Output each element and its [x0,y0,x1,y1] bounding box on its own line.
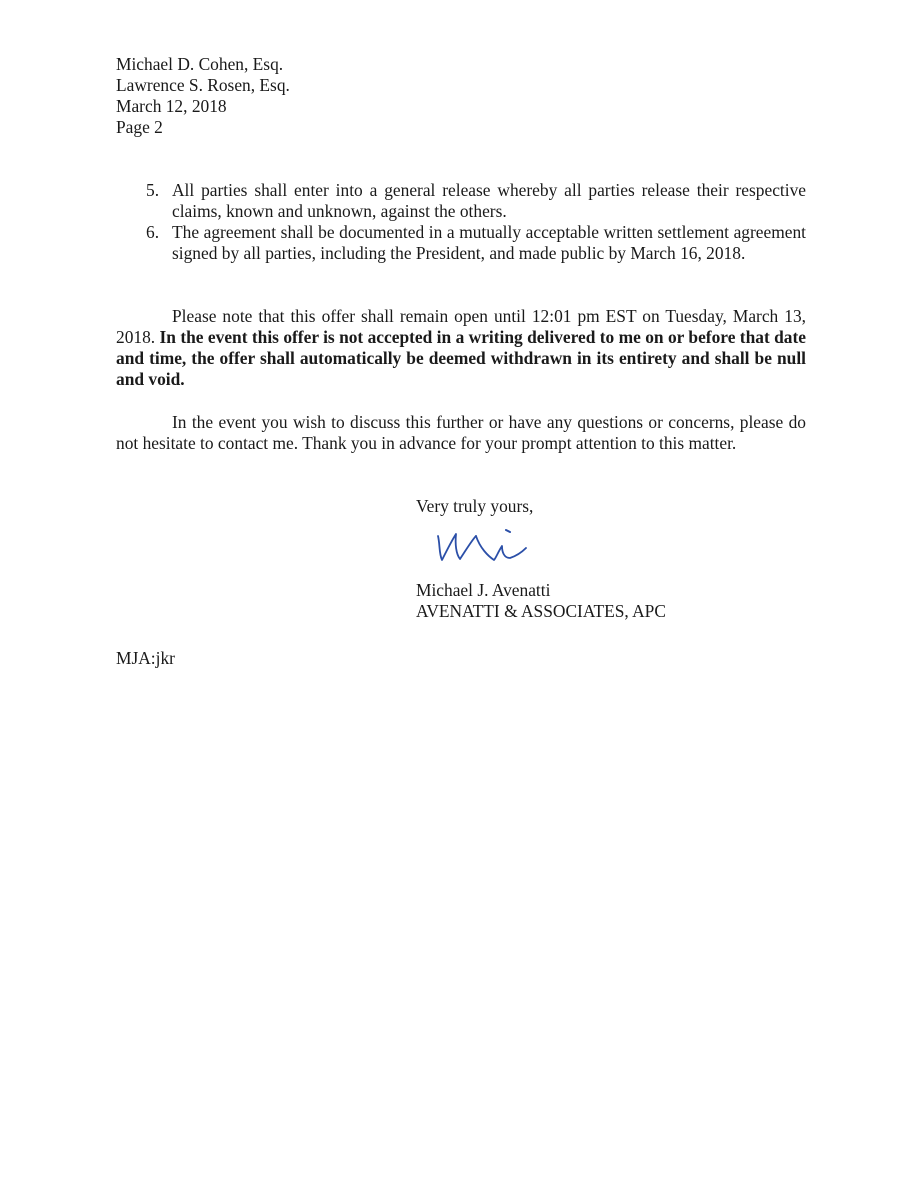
letter-date: March 12, 2018 [116,96,227,116]
recipient-1: Michael D. Cohen, Esq. [116,54,284,74]
offer-deadline-text: Please note that this offer shall remain open until 12:01 pm EST on Tuesday, March 13, 2018. [116,306,806,347]
signer-firm: AVENATTI & ASSOCIATES, APC [416,601,666,621]
letter-header [116,54,290,138]
list-item-number: 6. [146,222,160,242]
offer-withdrawal-bold-text: In the event this offer is not accepted in a writing delivered to me on or before that date and time, the offer shall automatically be deemed withdrawn in its entirety and shall be null and void. [116,327,806,389]
list-item-text: All parties shall enter into a general release whereby all parties release their respective claims, known and unknown, against the others. [172,180,806,221]
numbered-terms-list [146,180,806,264]
list-item-number: 5. [146,180,160,200]
recipient-2: Lawrence S. Rosen, Esq. [116,75,290,95]
signer-block [416,580,666,622]
closing-salutation: Very truly yours, [416,496,534,516]
page-number: Page 2 [116,117,163,137]
list-item [146,222,806,264]
list-item-text: The agreement shall be documented in a mutually acceptable written settlement agreement signed by all parties, including the President, and made public by March 16, 2018. [172,222,806,263]
list-item [146,180,806,222]
typist-initials: MJA:jkr [116,648,175,668]
contact-paragraph: In the event you wish to discuss this further or have any questions or concerns, please do not hesitate to contact me. Thank you in advance for your prompt attention to this matter. [116,412,806,453]
offer-paragraph [116,306,806,390]
signature-image [430,522,530,568]
signer-name: Michael J. Avenatti [416,580,551,600]
